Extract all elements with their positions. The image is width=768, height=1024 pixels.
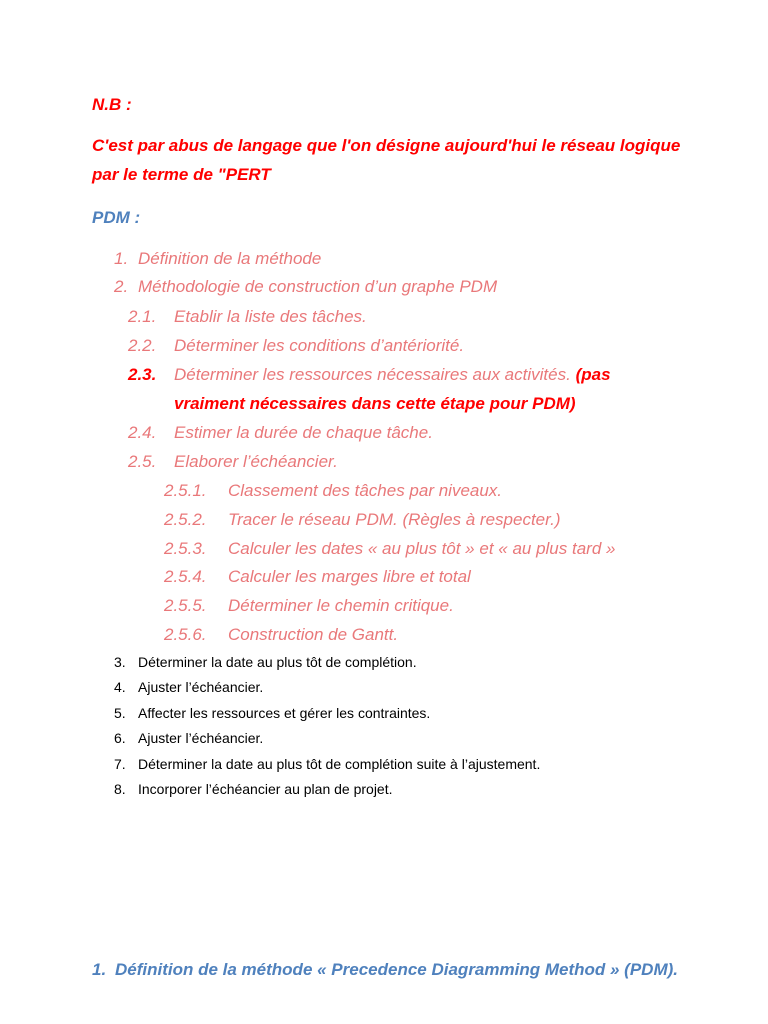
outline-item-2-5-number: 2.5. xyxy=(128,452,157,471)
outline-item-2-5-5-number: 2.5.5. xyxy=(164,596,207,615)
outline-item-2-5-2-text: Tracer le réseau PDM. (Règles à respecter.) xyxy=(228,510,561,529)
outline-item-2-5-1-number: 2.5.1. xyxy=(164,481,207,500)
outline-item-2-3-text-main: Déterminer les ressources nécessaires aux activités. xyxy=(174,365,571,384)
outline-item-2-2 xyxy=(128,336,465,356)
section-heading-text: Définition de la méthode « Precedence Diagramming Method » (PDM). xyxy=(115,960,678,979)
step-number: 7. xyxy=(114,756,126,772)
outline-item-2-1-text: Etablir la liste des tâches. xyxy=(174,307,367,326)
outline-item-1-text: Définition de la méthode xyxy=(138,249,322,268)
outline-item-2-5-6-number: 2.5.6. xyxy=(164,625,207,644)
step-item xyxy=(114,705,431,721)
outline-item-2-3 xyxy=(128,365,611,385)
nb-label: N.B : xyxy=(92,95,132,114)
nb-note-line-2: par le terme de "PERT xyxy=(92,165,271,184)
outline-item-2-5-4-number: 2.5.4. xyxy=(164,567,207,586)
outline-item-2-3-note-a: (pas xyxy=(575,365,611,384)
outline-item-2-5-1 xyxy=(164,481,503,501)
outline-item-2-5-5 xyxy=(164,596,454,616)
outline-item-1 xyxy=(114,249,322,269)
step-item xyxy=(114,679,264,695)
outline-item-2-3-note-b: vraiment nécessaires dans cette étape pour PDM) xyxy=(174,394,576,413)
step-item xyxy=(114,654,417,670)
step-text: Déterminer la date au plus tôt de complétion suite à l’ajustement. xyxy=(138,756,541,772)
outline-item-2-5-2-number: 2.5.2. xyxy=(164,510,207,529)
outline-item-2-5-5-text: Déterminer le chemin critique. xyxy=(228,596,454,615)
outline-item-2-5-3-number: 2.5.3. xyxy=(164,539,207,558)
pdm-label: PDM : xyxy=(92,208,141,227)
outline-item-2-5-1-text: Classement des tâches par niveaux. xyxy=(228,481,503,500)
step-text: Incorporer l’échéancier au plan de projet. xyxy=(138,781,393,797)
outline-item-2-5-3-text: Calculer les dates « au plus tôt » et « au plus tard » xyxy=(228,539,616,558)
outline-item-2-3-number: 2.3. xyxy=(128,365,157,384)
section-heading xyxy=(92,960,678,980)
outline-item-2 xyxy=(114,277,498,297)
outline-item-2-5-text: Elaborer l’échéancier. xyxy=(174,452,338,471)
outline-item-2-5-2 xyxy=(164,510,561,530)
outline-item-1-number: 1. xyxy=(114,249,129,268)
outline-item-2-4-number: 2.4. xyxy=(128,423,157,442)
outline-item-2-text: Méthodologie de construction d’un graphe PDM xyxy=(138,277,498,296)
outline-item-2-1 xyxy=(128,307,367,327)
step-item xyxy=(114,730,264,746)
outline-item-2-5-4 xyxy=(164,567,471,587)
outline-item-2-5-6 xyxy=(164,625,399,645)
step-item xyxy=(114,781,393,797)
outline-item-2-number: 2. xyxy=(114,277,129,296)
outline-item-2-5-3 xyxy=(164,539,616,559)
step-text: Ajuster l’échéancier. xyxy=(138,730,264,746)
section-heading-number: 1. xyxy=(92,960,107,979)
step-number: 5. xyxy=(114,705,126,721)
nb-note-line-1: C'est par abus de langage que l'on désigne aujourd'hui le réseau logique xyxy=(92,136,681,155)
step-number: 6. xyxy=(114,730,126,746)
step-text: Affecter les ressources et gérer les contraintes. xyxy=(138,705,431,721)
step-text: Déterminer la date au plus tôt de complétion. xyxy=(138,654,417,670)
step-number: 3. xyxy=(114,654,126,670)
step-item xyxy=(114,756,541,772)
outline-item-2-2-text: Déterminer les conditions d’antériorité. xyxy=(174,336,465,355)
outline-item-2-4-text: Estimer la durée de chaque tâche. xyxy=(174,423,433,442)
outline-item-2-4 xyxy=(128,423,433,443)
outline-item-2-3-text xyxy=(174,365,611,385)
outline-item-2-5 xyxy=(128,452,338,472)
step-number: 8. xyxy=(114,781,126,797)
step-text: Ajuster l’échéancier. xyxy=(138,679,264,695)
outline-item-2-1-number: 2.1. xyxy=(128,307,157,326)
step-number: 4. xyxy=(114,679,126,695)
outline-item-2-2-number: 2.2. xyxy=(128,336,157,355)
outline-item-2-5-4-text: Calculer les marges libre et total xyxy=(228,567,471,586)
outline-item-2-5-6-text: Construction de Gantt. xyxy=(228,625,399,644)
